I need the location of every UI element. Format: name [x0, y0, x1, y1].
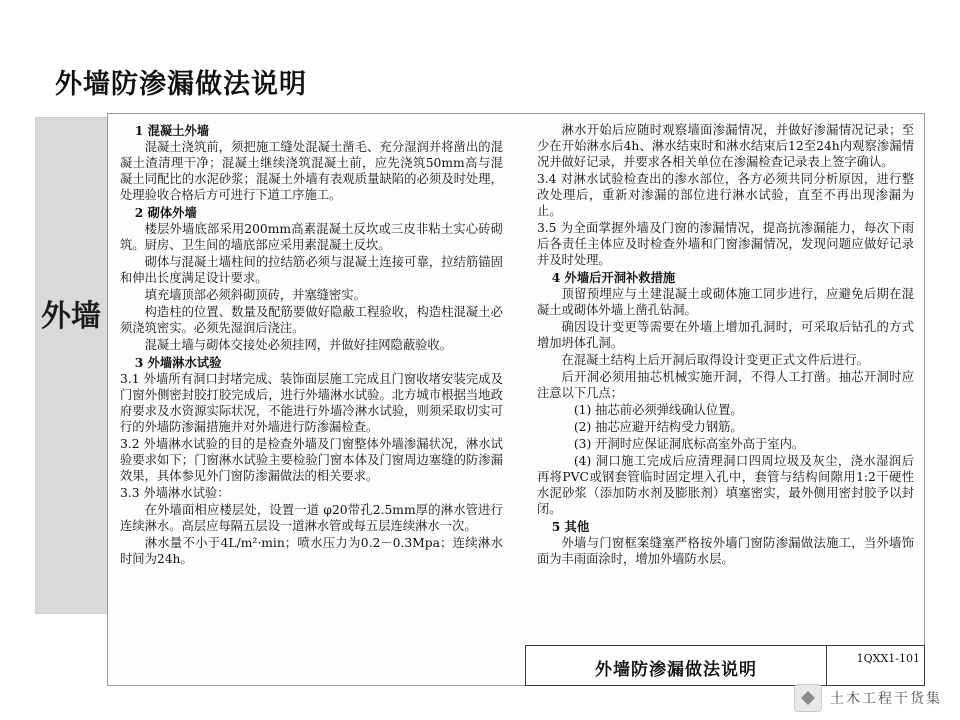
doc-paragraph: 5 其他	[551, 518, 590, 534]
doc-paragraph: 外墙与门窗框案缝塞严格按外墙门窗防渗漏做法施工，当外墙饰面为丰雨面涂时，增加外墙防水层。	[536, 535, 914, 566]
drawing-number: 1QXX1-101	[856, 652, 920, 665]
drawing-title: 外墙防渗漏做法说明	[595, 660, 757, 680]
drawing-title-block	[525, 645, 925, 686]
doc-paragraph: 混凝土墙与砌体交接处必须挂网，并做好挂网隐蔽验收。	[144, 337, 453, 352]
doc-paragraph: 3.4 对淋水试验检查出的渗水部位，各方必须共同分析原因，进行整改处理后，重新对渗漏的部位进行淋水试验，直至不再出现渗漏为止。	[536, 171, 914, 218]
footer-watermark	[794, 684, 942, 712]
doc-paragraph: 在外墙面相应楼层处，设置一道 φ20带孔2.5mm厚的淋水管进行连续淋水。高层应每隔五层设一道淋水管或每五层连续淋水一次。	[120, 502, 503, 533]
doc-paragraph: 3.2 外墙淋水试验的目的是检查外墙及门窗整体外墙渗漏状况，淋水试验要求如下；门窗淋水试验主要检验门窗本体及门窗周边塞缝的防渗漏效果，具体参见外门窗防渗漏做法的相关要求。	[120, 436, 503, 483]
document-right-column	[525, 123, 914, 681]
footer-badge-text: 土木工程干货集	[830, 691, 942, 707]
page-title: 外墙防渗漏做法说明	[55, 69, 307, 100]
doc-paragraph: 淋水量不小于4L/m²·min；喷水压力为0.2－0.3Mpa；连续淋水时间为24h。	[120, 535, 503, 566]
diamond-logo-icon	[794, 684, 822, 712]
doc-paragraph: 4 外墙后开洞补救措施	[551, 269, 676, 285]
doc-paragraph: 3.1 外墙所有洞口封堵完成、装饰面层施工完成且门窗收堵安装完成及门窗外侧密封胶打胶完成后，进行外墙淋水试验。北方城市根据当地政府要求及水资源实际状况，不能进行外墙冷淋水试验，则须采取切实可行的外墙防渗漏措施并对外墙进行防渗漏检查。	[120, 371, 503, 434]
doc-paragraph: 淋水开始后应随时观察墙面渗漏情况，并做好渗漏情况记录；至少在开始淋水后4h、淋水结束时和淋水结束后12至24h内观察渗漏情况并做好记录，并要求各相关单位在渗漏检查记录表上签字确认。	[536, 123, 914, 169]
doc-paragraph: 2 砌体外墙	[134, 204, 197, 220]
document-left-column	[120, 123, 509, 681]
doc-paragraph: 混凝土浇筑前，须把施工缝处混凝土凿毛、充分湿润并将凿出的混凝土渣清理干净；混凝土继续浇筑混凝土前，应先浇筑50mm高与混凝土同配比的水泥砂浆；混凝土外墙有表观质量缺陷的必须及时处理，处理验收合格后方可进行下道工序施工。	[120, 139, 503, 202]
doc-paragraph: (1) 抽芯前必须弹线确认位置。	[573, 402, 743, 417]
doc-paragraph: 确因设计变更等需要在外墙上增加孔洞时，可采取后钻孔的方式增加坍体孔洞。	[536, 319, 914, 350]
doc-paragraph: (3) 开洞时应保证洞底标高室外高于室内。	[573, 436, 805, 451]
doc-paragraph: 填充墙顶部必须斜砌顶砖，并塞缝密实。	[144, 287, 366, 302]
doc-paragraph: 在混凝土结构上后开洞后取得设计变更正式文件后进行。	[561, 352, 869, 367]
doc-paragraph: 3.5 为全面掌握外墙及门窗的渗漏情况，提高抗渗漏能力，每次下雨后各责任主体应及时检查外墙和门窗渗漏情况，发现问题应做好记录并及时处理。	[536, 220, 914, 267]
doc-paragraph: (2) 抽芯应避开结构受力钢筋。	[573, 419, 743, 434]
section-tab-label: 外墙	[41, 299, 101, 334]
doc-paragraph: 楼层外墙底部采用200mm高素混凝土反坎或三皮非粘土实心砖砌筑。厨房、卫生间的墙底部应采用素混凝土反坎。	[120, 221, 503, 252]
document-sheet	[107, 113, 925, 686]
doc-paragraph: 1 混凝土外墙	[134, 123, 210, 138]
doc-paragraph: 3 外墙淋水试验	[134, 354, 222, 370]
doc-paragraph: (4) 洞口施工完成后应清理洞口四周垃圾及灰尘，浇水湿润后再将PVC或钢套管临时固定埋入孔中，套管与结构间隙用1:2干硬性水泥砂浆（添加防水剂及膨胀剂）填塞密实，最外侧用密封胶予以封闭。	[536, 453, 914, 516]
doc-paragraph: 后开洞必须用抽芯机械实施开洞，不得人工打凿。抽芯开洞时应注意以下几点；	[536, 369, 914, 400]
section-tab-block	[35, 117, 109, 614]
doc-paragraph: 顶留预埋应与土建混凝土或砌体施工同步进行，应避免后期在混凝土或砌体外墙上凿孔钻洞。	[536, 286, 914, 317]
doc-paragraph: 3.3 外墙淋水试验：	[120, 485, 230, 500]
doc-paragraph: 砌体与混凝土墙柱间的拉结筋必须与混凝土连接可靠，拉结筋锚固和伸出长度满足设计要求。	[120, 254, 503, 285]
doc-paragraph: 构造柱的位置、数量及配筋要做好隐蔽工程验收，构造柱混凝土必须浇筑密实。必须先湿润后浇注。	[120, 304, 503, 335]
